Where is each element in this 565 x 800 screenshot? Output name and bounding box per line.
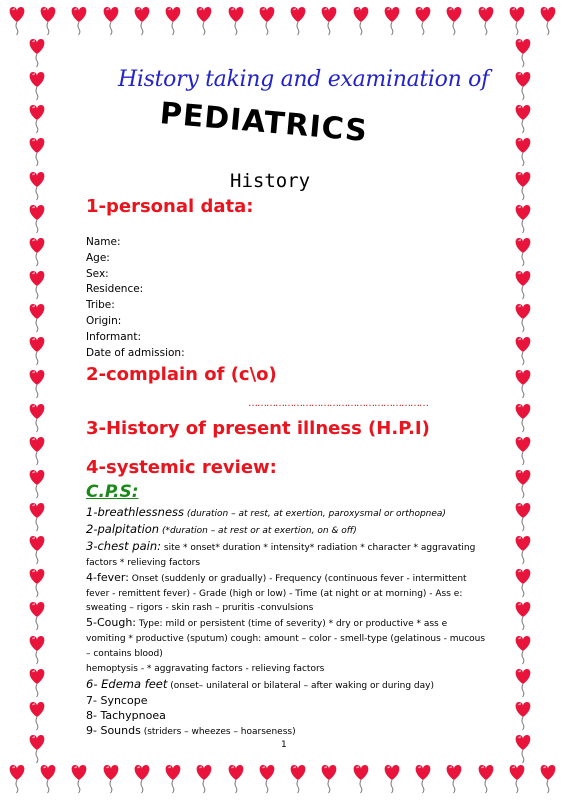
heart-balloon-icon bbox=[26, 235, 48, 267]
heart-balloon-icon bbox=[26, 36, 48, 68]
heart-balloon-icon bbox=[512, 633, 534, 665]
heading-personal-data: 1-personal data: bbox=[86, 196, 254, 217]
review-item-syncope: 7- Syncope bbox=[86, 693, 148, 707]
heart-balloon-icon bbox=[37, 4, 59, 36]
heart-balloon-icon bbox=[512, 169, 534, 201]
heart-balloon-icon bbox=[26, 666, 48, 698]
field-name: Name: bbox=[86, 236, 121, 248]
heart-balloon-icon bbox=[26, 699, 48, 731]
heart-balloon-icon bbox=[26, 102, 48, 134]
heart-balloon-icon bbox=[193, 762, 215, 794]
heart-balloon-icon bbox=[537, 762, 559, 794]
heart-balloon-icon bbox=[443, 762, 465, 794]
review-item-breathlessness: 1-breathlessness (duration – at rest, at exertion, paroxysmal or orthopnea) bbox=[86, 505, 446, 519]
heart-balloon-icon bbox=[26, 533, 48, 565]
heart-balloon-icon bbox=[512, 732, 534, 764]
heart-balloon-icon bbox=[381, 762, 403, 794]
heart-balloon-icon bbox=[512, 334, 534, 366]
complain-dots: …………………………………………………… bbox=[248, 398, 428, 409]
heart-balloon-icon bbox=[26, 69, 48, 101]
heart-balloon-icon bbox=[512, 401, 534, 433]
heart-balloon-icon bbox=[26, 401, 48, 433]
field-date-of-admission: Date of admission: bbox=[86, 346, 185, 359]
heart-balloon-icon bbox=[26, 202, 48, 234]
heart-balloon-icon bbox=[225, 4, 247, 36]
heart-balloon-icon bbox=[475, 762, 497, 794]
heart-balloon-icon bbox=[26, 367, 48, 399]
heart-balloon-icon bbox=[350, 4, 372, 36]
heart-balloon-icon bbox=[26, 633, 48, 665]
heart-balloon-icon bbox=[537, 4, 559, 36]
heart-border-right bbox=[512, 36, 542, 764]
heart-balloon-icon bbox=[256, 4, 278, 36]
heart-balloon-icon bbox=[512, 268, 534, 300]
page-number: 1 bbox=[281, 740, 287, 750]
field-origin: Origin: bbox=[86, 314, 122, 327]
heart-balloon-icon bbox=[512, 69, 534, 101]
heart-border-bottom bbox=[6, 762, 559, 796]
heart-balloon-icon bbox=[6, 762, 28, 794]
field-tribe: Tribe: bbox=[86, 299, 115, 312]
heart-balloon-icon bbox=[475, 4, 497, 36]
heart-balloon-icon bbox=[26, 135, 48, 167]
heart-balloon-icon bbox=[512, 699, 534, 731]
heart-balloon-icon bbox=[26, 566, 48, 598]
review-item-palpitation: 2-palpitation (*duration – at rest or at exertion, on & off) bbox=[86, 521, 357, 536]
heart-balloon-icon bbox=[287, 762, 309, 794]
heart-balloon-icon bbox=[412, 4, 434, 36]
heart-balloon-icon bbox=[26, 434, 48, 466]
review-item-fever: 4-fever: Onset (suddenly or gradually) - Frequency (continuous fever - intermittent fever - remittent fever) - Grade (high or low) - Time (at night or at morning) - Ass e: sweating – rigors - skin rash – pruritis -convulsions bbox=[86, 570, 467, 614]
heart-balloon-icon bbox=[512, 202, 534, 234]
heart-balloon-icon bbox=[512, 235, 534, 267]
field-age: Age: bbox=[86, 251, 110, 264]
heart-balloon-icon bbox=[26, 268, 48, 300]
review-item-edema: 6- Edema feet (onset– unilateral or bilateral – after waking or during day) bbox=[86, 676, 435, 691]
heart-balloon-icon bbox=[68, 4, 90, 36]
heart-balloon-icon bbox=[131, 762, 153, 794]
field-sex: Sex: bbox=[86, 267, 109, 280]
heading-complain: 2-complain of (c\o) bbox=[86, 364, 277, 385]
heart-balloon-icon bbox=[412, 762, 434, 794]
heart-balloon-icon bbox=[350, 762, 372, 794]
heart-balloon-icon bbox=[26, 500, 48, 532]
heart-balloon-icon bbox=[26, 732, 48, 764]
heart-balloon-icon bbox=[100, 762, 122, 794]
heart-balloon-icon bbox=[512, 533, 534, 565]
section-heading: History bbox=[230, 170, 311, 192]
review-item-tachypnoea: 8- Tachypnoea bbox=[86, 708, 166, 722]
heart-balloon-icon bbox=[506, 762, 528, 794]
cps-label: C.P.S: bbox=[86, 482, 139, 502]
heart-balloon-icon bbox=[512, 434, 534, 466]
heart-balloon-icon bbox=[26, 169, 48, 201]
heart-balloon-icon bbox=[512, 500, 534, 532]
review-item-sounds: 9- Sounds (striders – wheezes – hoarseness) bbox=[86, 723, 296, 737]
heart-balloon-icon bbox=[100, 4, 122, 36]
review-item-hemoptysis: hemoptysis - * aggravating factors - relieving factors bbox=[86, 664, 325, 675]
heart-balloon-icon bbox=[512, 36, 534, 68]
heart-balloon-icon bbox=[512, 566, 534, 598]
heart-balloon-icon bbox=[256, 762, 278, 794]
heart-balloon-icon bbox=[512, 599, 534, 631]
heart-balloon-icon bbox=[287, 4, 309, 36]
heading-hpi: 3-History of present illness (H.P.I) bbox=[86, 418, 430, 439]
heart-balloon-icon bbox=[512, 102, 534, 134]
heart-balloon-icon bbox=[506, 4, 528, 36]
heart-balloon-icon bbox=[512, 301, 534, 333]
review-item-cough: 5-Cough: Type: mild or persistent (time of severity) * dry or productive * ass e vomiting * productive (sputum) cough: amount – color - smell-type (gelatinous - mucous – contains blood) bbox=[86, 616, 486, 660]
document-subtitle: PEDIATRICS bbox=[158, 96, 370, 150]
heart-balloon-icon bbox=[26, 301, 48, 333]
heart-balloon-icon bbox=[193, 4, 215, 36]
heart-balloon-icon bbox=[318, 4, 340, 36]
heart-balloon-icon bbox=[26, 599, 48, 631]
heart-balloon-icon bbox=[68, 762, 90, 794]
heart-border-top bbox=[6, 4, 559, 38]
field-informant: Informant: bbox=[86, 330, 141, 343]
heart-balloon-icon bbox=[381, 4, 403, 36]
heart-balloon-icon bbox=[26, 334, 48, 366]
heart-balloon-icon bbox=[318, 762, 340, 794]
heading-systemic-review: 4-systemic review: bbox=[86, 457, 277, 478]
review-item-chest-pain: 3-chest pain: site * onset* duration * intensity* radiation * character * aggravating factors * relieving factors bbox=[86, 538, 476, 568]
heart-balloon-icon bbox=[162, 4, 184, 36]
personal-fields bbox=[86, 235, 185, 361]
heart-balloon-icon bbox=[131, 4, 153, 36]
heart-balloon-icon bbox=[6, 4, 28, 36]
document-title: History taking and examination of bbox=[118, 67, 489, 92]
heart-balloon-icon bbox=[512, 467, 534, 499]
heart-border-left bbox=[26, 36, 56, 764]
heart-balloon-icon bbox=[443, 4, 465, 36]
heart-balloon-icon bbox=[37, 762, 59, 794]
field-residence: Residence: bbox=[86, 283, 144, 296]
heart-balloon-icon bbox=[512, 135, 534, 167]
heart-balloon-icon bbox=[512, 367, 534, 399]
heart-balloon-icon bbox=[162, 762, 184, 794]
systemic-review-list bbox=[86, 505, 486, 740]
heart-balloon-icon bbox=[512, 666, 534, 698]
heart-balloon-icon bbox=[225, 762, 247, 794]
heart-balloon-icon bbox=[26, 467, 48, 499]
